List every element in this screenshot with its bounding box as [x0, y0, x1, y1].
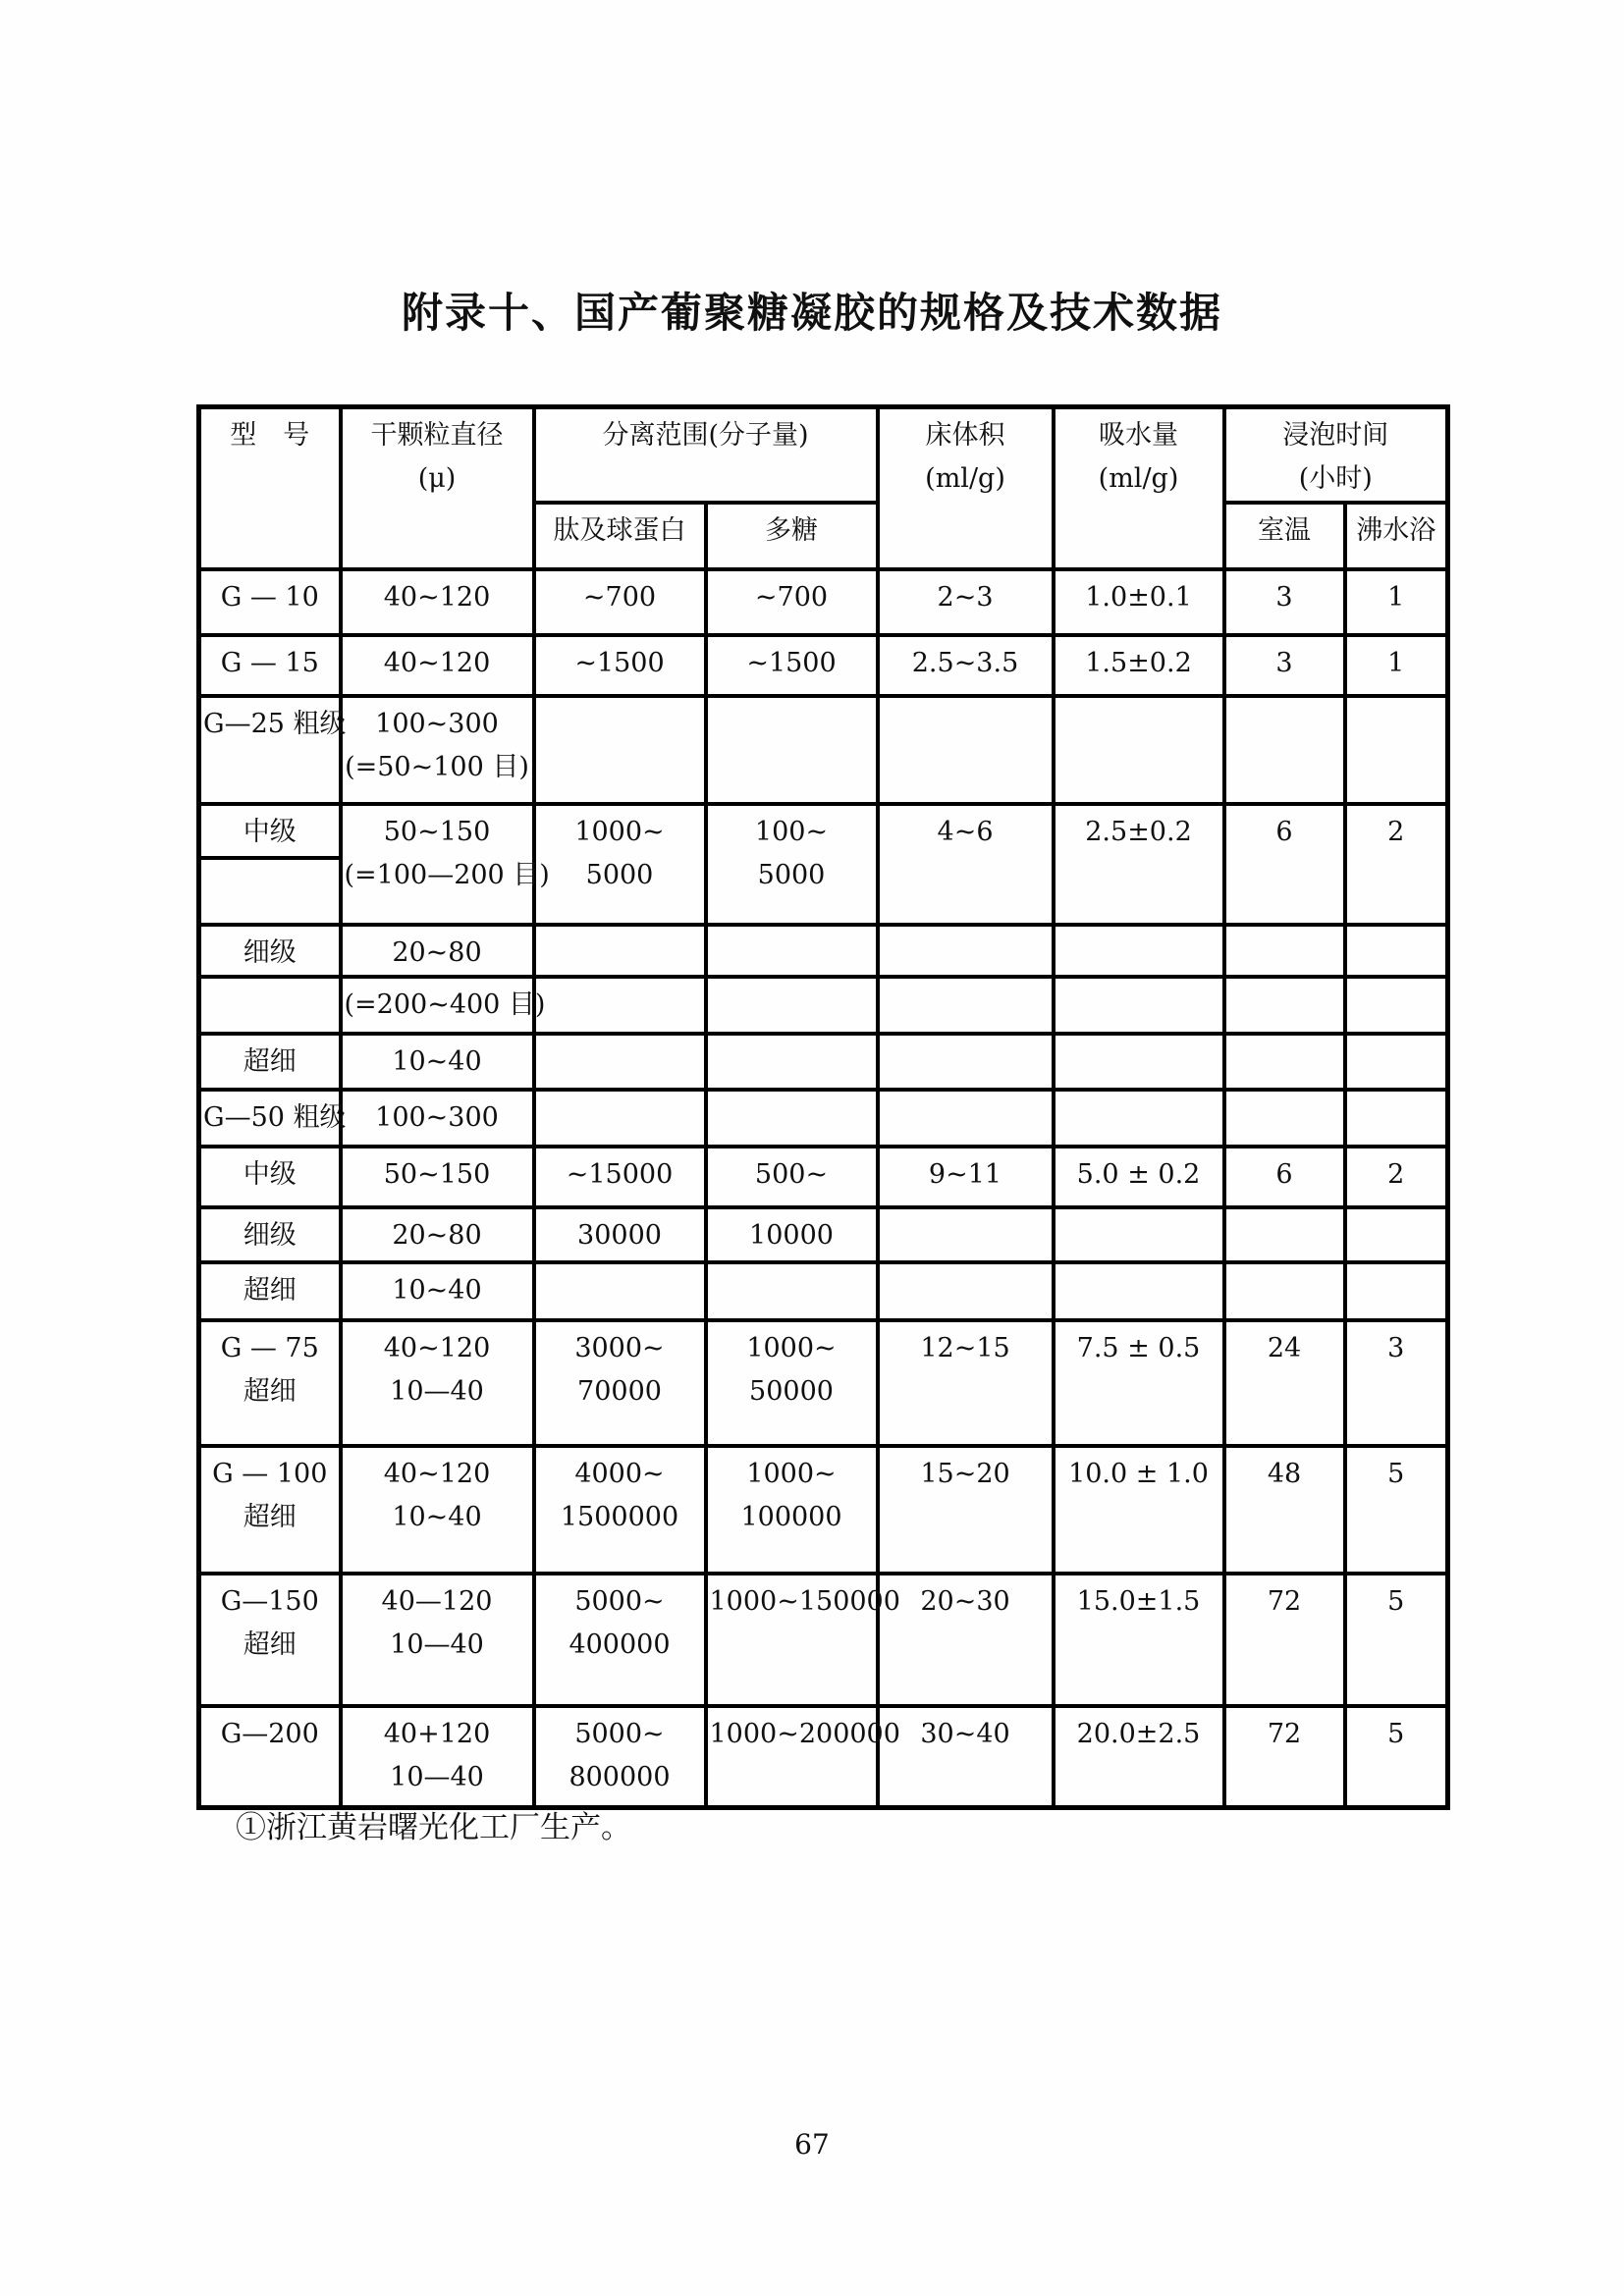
cell-text-line: 细级: [243, 937, 297, 968]
cell-text-line: ~1500: [574, 648, 665, 678]
table-cell: [1224, 1446, 1345, 1574]
cell-text-line: (=100—200 目): [344, 860, 550, 890]
table-cell: [199, 569, 341, 635]
table-cell: [878, 977, 1054, 1034]
table-cell: [534, 1207, 706, 1262]
cell-text-line: 12~15: [920, 1333, 1010, 1363]
table-row: [199, 804, 1448, 858]
cell-text-line: G—25 粗级: [203, 709, 347, 739]
header-text-line: (ml/g): [925, 463, 1005, 494]
cell-text-line: G—50 粗级: [203, 1102, 347, 1133]
table-cell: [1054, 1207, 1224, 1262]
table-cell: [534, 1262, 706, 1320]
table-row: [199, 977, 1448, 1034]
footnote: ①浙江黄岩曙光化工厂生产。: [236, 1810, 631, 1845]
table-cell: [706, 1090, 878, 1147]
table-cell: [1345, 925, 1448, 977]
table-cell: [1054, 635, 1224, 696]
table-cell: [878, 925, 1054, 977]
header-text-line: 多糖: [765, 515, 818, 546]
table-header: [199, 407, 1448, 570]
cell-text-line: 10000: [749, 1220, 834, 1251]
col-header-separation-range: [534, 407, 878, 504]
cell-text-line: 20~80: [392, 937, 482, 968]
table-cell: [1224, 635, 1345, 696]
table-cell: [534, 569, 706, 635]
table-cell: [199, 977, 341, 1034]
table-cell: [199, 1034, 341, 1090]
cell-text-line: ~700: [754, 582, 829, 613]
cell-text-line: 2~3: [937, 582, 994, 613]
table-cell: [199, 696, 347, 804]
col-header-dry-particle-diameter: [341, 407, 534, 570]
table-cell: [341, 1090, 534, 1147]
table-cell: [1224, 1207, 1345, 1262]
cell-text-line: 4~6: [937, 817, 994, 847]
table-row: [199, 1574, 1448, 1706]
cell-text-line: 1.5±0.2: [1085, 648, 1192, 678]
cell-text-line: 中级: [243, 1159, 297, 1190]
table-cell: [534, 804, 706, 925]
table-cell: [1054, 1446, 1224, 1574]
cell-text-line: 40~120: [383, 1459, 491, 1489]
table-cell: [878, 1262, 1054, 1320]
table-cell: [199, 1446, 341, 1574]
table-cell: [706, 1034, 878, 1090]
cell-text-line: (=200~400 目): [344, 989, 546, 1020]
table-cell: [534, 696, 706, 804]
table-cell: [341, 1207, 534, 1262]
table-cell: [1345, 1147, 1448, 1207]
cell-text-line: 40~120: [383, 582, 491, 613]
cell-text-line: G—200: [220, 1719, 319, 1749]
table-cell: [1054, 696, 1224, 804]
table-cell: [1054, 569, 1224, 635]
cell-text-line: 50~150: [383, 817, 491, 847]
cell-text-line: 4000~: [574, 1459, 665, 1489]
table-cell: [199, 1147, 341, 1207]
cell-text-line: 3: [1387, 1333, 1405, 1363]
col-header-polysaccharide: [706, 503, 878, 569]
table-cell: [1054, 1090, 1224, 1147]
table-cell: [1224, 925, 1345, 977]
table-cell: [706, 635, 878, 696]
cell-text-line: 超细: [243, 1275, 297, 1306]
table-cell: [706, 925, 878, 977]
cell-text-line: 1000~200000: [709, 1719, 900, 1749]
table-cell: [534, 1706, 706, 1807]
table-cell: [878, 1446, 1054, 1574]
table-cell: [341, 1320, 534, 1446]
cell-text-line: 40~120: [383, 1333, 491, 1363]
table-cell: [878, 569, 1054, 635]
col-header-bed-volume: [878, 407, 1054, 570]
cell-text-line: 24: [1267, 1333, 1302, 1363]
table-cell: [341, 696, 534, 804]
header-text-line: 室温: [1258, 515, 1312, 546]
header-text-line: 沸水浴: [1356, 515, 1436, 546]
cell-text-line: 10~40: [392, 1046, 482, 1077]
table-row: [199, 1320, 1448, 1446]
table-row: [199, 1262, 1448, 1320]
table-cell: [341, 1147, 534, 1207]
table-cell: [1054, 1706, 1224, 1807]
cell-text-line: 9~11: [928, 1159, 1002, 1190]
col-header-boiling-water-bath: [1345, 503, 1448, 569]
spec-table: [196, 404, 1450, 1810]
table-cell: [878, 1034, 1054, 1090]
table-cell: [878, 1147, 1054, 1207]
table-row: [199, 1706, 1448, 1807]
cell-text-line: 1: [1387, 582, 1405, 613]
table-cell: [199, 858, 341, 925]
cell-text-line: 2: [1387, 1159, 1405, 1190]
table-cell: [706, 696, 878, 804]
cell-text-line: G — 75: [220, 1333, 319, 1363]
cell-text-line: 2.5~3.5: [911, 648, 1019, 678]
cell-text-line: 3: [1275, 582, 1293, 613]
cell-text-line: 10—40: [390, 1376, 484, 1407]
cell-text-line: 7.5 ± 0.5: [1076, 1333, 1201, 1363]
table-cell: [878, 1320, 1054, 1446]
table-cell: [1054, 1320, 1224, 1446]
cell-text-line: 100~: [754, 817, 829, 847]
table-cell: [341, 635, 534, 696]
table-cell: [534, 1320, 706, 1446]
table-cell: [1224, 1090, 1345, 1147]
table-cell: [706, 977, 878, 1034]
col-header-model: [199, 407, 341, 570]
col-header-soak-time: [1224, 407, 1448, 504]
table-cell: [1224, 1262, 1345, 1320]
cell-text-line: 72: [1267, 1719, 1302, 1749]
cell-text-line: 15.0±1.5: [1076, 1586, 1201, 1617]
table-cell: [1054, 925, 1224, 977]
cell-text-line: G—150: [220, 1586, 319, 1617]
header-text-line: 干颗粒直径: [370, 420, 504, 451]
cell-text-line: 1000~: [574, 817, 665, 847]
col-header-room-temperature: [1224, 503, 1345, 569]
cell-text-line: 5.0 ± 0.2: [1076, 1159, 1201, 1190]
table-cell: [1345, 1320, 1448, 1446]
cell-text-line: 70000: [577, 1376, 662, 1407]
table-cell: [1345, 569, 1448, 635]
header-text-line: 分离范围(分子量): [602, 420, 809, 451]
header-text-line: 吸水量: [1099, 420, 1179, 451]
cell-text-line: 10~40: [392, 1502, 482, 1532]
table-cell: [1224, 1034, 1345, 1090]
cell-text-line: 30~40: [920, 1719, 1010, 1749]
cell-text-line: ~15000: [566, 1159, 674, 1190]
page-title: 附录十、国产葡聚糖凝胶的规格及技术数据: [401, 289, 1222, 337]
table-row: [199, 696, 1448, 804]
table-cell: [1224, 804, 1345, 925]
table-cell: [534, 1034, 706, 1090]
header-text-line: 肽及球蛋白: [553, 515, 686, 546]
col-header-peptide-globulin: [534, 503, 706, 569]
table-cell: [1054, 1147, 1224, 1207]
table-cell: [199, 925, 341, 977]
cell-text-line: 2.5±0.2: [1085, 817, 1192, 847]
table-cell: [1345, 1090, 1448, 1147]
cell-text-line: 5000: [757, 860, 826, 890]
table-cell: [534, 635, 706, 696]
table-cell: [341, 569, 534, 635]
table-cell: [1345, 1446, 1448, 1574]
table-cell: [199, 635, 341, 696]
table-cell: [1345, 804, 1448, 925]
table-row: [199, 1034, 1448, 1090]
cell-text-line: 30000: [577, 1220, 662, 1251]
cell-text-line: 100~300: [375, 709, 499, 739]
cell-text-line: G — 100: [212, 1459, 328, 1489]
cell-text-line: 超细: [243, 1629, 297, 1660]
table-cell: [1345, 635, 1448, 696]
header-text-line: 床体积: [925, 420, 1005, 451]
table-cell: [1224, 1320, 1345, 1446]
table-row: [199, 925, 1448, 977]
cell-text-line: G — 15: [220, 648, 319, 678]
cell-text-line: ~700: [582, 582, 657, 613]
table-row: [199, 1207, 1448, 1262]
table-cell: [341, 977, 546, 1034]
table-cell: [534, 1090, 706, 1147]
table-cell: [341, 1574, 534, 1706]
table-cell: [1345, 1034, 1448, 1090]
table-row: [199, 569, 1448, 635]
cell-text-line: 40~120: [383, 648, 491, 678]
table-cell: [341, 1706, 534, 1807]
table-cell: [1224, 977, 1345, 1034]
table-cell: [1345, 696, 1448, 804]
cell-text-line: 20~80: [392, 1220, 482, 1251]
table-row: [199, 635, 1448, 696]
table-cell: [878, 1207, 1054, 1262]
table-cell: [199, 1320, 341, 1446]
table-cell: [706, 1706, 900, 1807]
table-cell: [534, 1147, 706, 1207]
cell-text-line: 1: [1387, 648, 1405, 678]
cell-text-line: 5000: [585, 860, 654, 890]
table-cell: [706, 1207, 878, 1262]
header-text-line: (小时): [1298, 463, 1373, 494]
table-cell: [534, 1574, 706, 1706]
table-cell: [1224, 1574, 1345, 1706]
table-cell: [1224, 569, 1345, 635]
table-cell: [199, 1574, 341, 1706]
table-cell: [1345, 1574, 1448, 1706]
table-cell: [534, 925, 706, 977]
header-text-line: (μ): [417, 463, 457, 494]
cell-text-line: 2: [1387, 817, 1405, 847]
cell-text-line: 10—40: [390, 1762, 484, 1792]
cell-text-line: 超细: [243, 1376, 297, 1407]
cell-text-line: 10~40: [392, 1275, 482, 1306]
cell-text-line: 20~30: [920, 1586, 1010, 1617]
header-text-line: 型 号: [230, 420, 310, 451]
cell-text-line: 1000~150000: [709, 1586, 900, 1617]
cell-text-line: 100~300: [375, 1102, 499, 1133]
header-row-1: [199, 407, 1448, 504]
table-row: [199, 1090, 1448, 1147]
table-cell: [341, 1446, 534, 1574]
table-cell: [341, 1034, 534, 1090]
table-row: [199, 1147, 1448, 1207]
table-cell: [341, 804, 550, 925]
table-cell: [1345, 1207, 1448, 1262]
cell-text-line: G — 10: [220, 582, 319, 613]
table-cell: [341, 925, 534, 977]
cell-text-line: 40+120: [383, 1719, 491, 1749]
cell-text-line: ~1500: [746, 648, 837, 678]
cell-text-line: 5: [1387, 1586, 1405, 1617]
table-body: [199, 569, 1448, 1807]
table-cell: [706, 1320, 878, 1446]
table-cell: [878, 1574, 1054, 1706]
cell-text-line: 超细: [243, 1046, 297, 1077]
table-cell: [199, 1706, 341, 1807]
cell-text-line: 3: [1275, 648, 1293, 678]
header-text-line: 浸泡时间: [1282, 420, 1389, 451]
cell-text-line: 400000: [568, 1629, 671, 1660]
table-cell: [1345, 1262, 1448, 1320]
cell-text-line: 5000~: [574, 1719, 665, 1749]
table-cell: [341, 1262, 534, 1320]
table-cell: [1054, 804, 1224, 925]
table-cell: [199, 1262, 341, 1320]
cell-text-line: 15~20: [920, 1459, 1010, 1489]
cell-text-line: 中级: [243, 817, 297, 847]
cell-text-line: 20.0±2.5: [1076, 1719, 1201, 1749]
cell-text-line: 5000~: [574, 1586, 665, 1617]
table-cell: [706, 569, 878, 635]
cell-text-line: 1000~: [746, 1333, 837, 1363]
cell-text-line: 10—40: [390, 1629, 484, 1660]
table-cell: [1054, 1034, 1224, 1090]
cell-text-line: 1500000: [560, 1502, 679, 1532]
cell-text-line: 50~150: [383, 1159, 491, 1190]
table-cell: [878, 696, 1054, 804]
table-cell: [1224, 1147, 1345, 1207]
cell-text-line: 6: [1275, 817, 1293, 847]
table-cell: [706, 1446, 878, 1574]
table-cell: [878, 1706, 1054, 1807]
cell-text-line: 5: [1387, 1459, 1405, 1489]
cell-text-line: 500~: [754, 1159, 829, 1190]
table-cell: [1345, 1706, 1448, 1807]
cell-text-line: 超细: [243, 1502, 297, 1532]
cell-text-line: 6: [1275, 1159, 1293, 1190]
table-cell: [199, 1207, 341, 1262]
table-cell: [706, 1262, 878, 1320]
table-cell: [534, 1446, 706, 1574]
table-cell: [878, 804, 1054, 925]
cell-text-line: 细级: [243, 1220, 297, 1251]
page-number: 67: [794, 2128, 830, 2161]
cell-text-line: 48: [1267, 1459, 1302, 1489]
table-cell: [1345, 977, 1448, 1034]
cell-text-line: 40—120: [381, 1586, 493, 1617]
table-cell: [706, 1147, 878, 1207]
table-cell: [1054, 1262, 1224, 1320]
table-cell: [706, 804, 878, 925]
table-cell: [878, 635, 1054, 696]
table-cell: [1224, 696, 1345, 804]
header-text-line: (ml/g): [1098, 463, 1179, 494]
cell-text-line: (=50~100 目): [345, 752, 529, 782]
table-cell: [1054, 977, 1224, 1034]
table-cell: [534, 977, 706, 1034]
cell-text-line: 800000: [568, 1762, 671, 1792]
table-row: [199, 1446, 1448, 1574]
cell-text-line: 3000~: [574, 1333, 665, 1363]
cell-text-line: 1000~: [746, 1459, 837, 1489]
table-cell: [1054, 1574, 1224, 1706]
col-header-water-absorption: [1054, 407, 1224, 570]
cell-text-line: 50000: [749, 1376, 834, 1407]
table-cell: [199, 804, 341, 858]
table-cell: [1224, 1706, 1345, 1807]
cell-text-line: 10.0 ± 1.0: [1068, 1459, 1209, 1489]
table-cell: [706, 1574, 900, 1706]
cell-text-line: 5: [1387, 1719, 1405, 1749]
cell-text-line: 72: [1267, 1586, 1302, 1617]
table-cell: [199, 1090, 347, 1147]
cell-text-line: 100000: [740, 1502, 842, 1532]
table-cell: [878, 1090, 1054, 1147]
cell-text-line: 1.0±0.1: [1085, 582, 1192, 613]
